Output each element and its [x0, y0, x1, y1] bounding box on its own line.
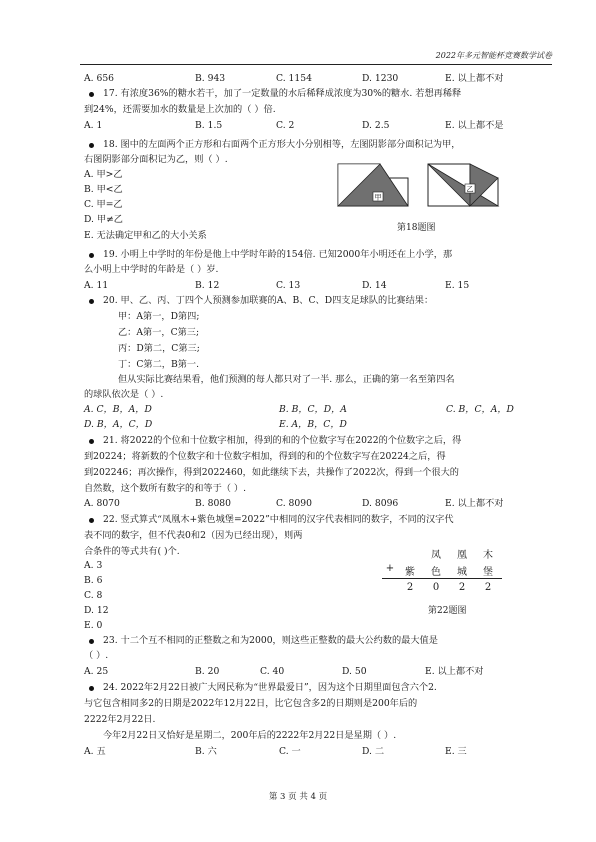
q21-option-a: A. 8070: [84, 498, 120, 509]
q17-option-d: D. 2.5: [362, 120, 390, 131]
q21-option-b: B. 8080: [195, 498, 231, 509]
q20-prediction-bing: 丙：D第二，C第三;: [118, 343, 200, 354]
puzzle-bao: 堡: [483, 567, 493, 578]
q21-text-1: 21. 将2022的个位和十位数字相加，得到的和的个位数字写在2022的个位数字之后，得: [103, 435, 462, 446]
q21-text-4: 自然数，这个数所有数字的和等于（ ）.: [84, 483, 247, 494]
q18-text-1: 18. 图中的左面两个正方形和右面两个正方形大小分别相等，左图阴影部分面积记为甲，: [103, 139, 461, 150]
q20-text-1: 20. 甲、乙、丙、丁四个人预测参加联赛的A、B、C、D四支足球队的比赛结果：: [103, 295, 434, 306]
q24-option-a: A. 五: [84, 746, 106, 757]
q19-option-e: E. 15: [445, 280, 470, 291]
q18-bullet: [89, 143, 94, 148]
q23-text-1: 23. 十二个互不相同的正整数之和为2000，则这些正整数的最大公约数的最大值是: [103, 635, 438, 646]
puzzle-se: 色: [431, 567, 441, 578]
q21-option-c: C. 8090: [276, 498, 312, 509]
q16-option-b: B. 943: [195, 73, 226, 84]
q23-option-e: E. 以上都不对: [425, 666, 484, 677]
puzzle-cheng: 城: [457, 567, 467, 578]
q17-option-a: A. 1: [84, 120, 103, 131]
q19-option-b: B. 12: [195, 280, 220, 291]
q16-option-c: C. 1154: [276, 73, 312, 84]
q24-text-3: 2222年2月22日.: [84, 714, 156, 725]
q24-option-b: B. 六: [195, 746, 217, 757]
q22-option-e: E. 0: [84, 620, 103, 631]
q24-text-4: 今年2月22日又恰好是星期二，200年后的2222年2月22日是星期（ ）.: [103, 730, 397, 741]
q18-figure: [336, 160, 522, 216]
q19-option-c: C. 13: [276, 280, 301, 291]
q19-text-2: 么小明上中学时的年龄是（ ）岁.: [84, 264, 219, 275]
q18-text-2: 右图阴影部分面积记为乙，则（ ）.: [84, 154, 228, 165]
q23-option-a: A. 25: [84, 666, 109, 677]
puzzle-zi: 紫: [405, 567, 415, 578]
q24-option-d: D. 二: [362, 746, 385, 757]
q19-option-a: A. 11: [84, 280, 109, 291]
q20-prediction-jia: 甲：A第一，D第四;: [118, 311, 200, 322]
q17-text-2: 到24%，还需要加水的数量是上次加的（ ）倍.: [84, 104, 276, 115]
q17-bullet: [89, 92, 94, 97]
q22-option-c: C. 8: [84, 590, 103, 601]
q24-option-e: E. 三: [445, 746, 467, 757]
puzzle-digit-2: 0: [432, 582, 440, 593]
q20-prediction-ding: 丁：C第二，B第一.: [118, 359, 200, 370]
q18-label-yi: 乙: [466, 185, 474, 194]
q16-option-a: A. 656: [84, 73, 115, 84]
q22-text-1: 22. 竖式算式“凤凰木+紫色城堡=2022”中相同的汉字代表相同的数字，不同的汉字代: [103, 514, 454, 525]
q20-option-b: B. B，C，D，A: [279, 404, 347, 415]
q21-text-2: 到20224；将新数的个位数字和十位数字相加，得到的和的个位数字写在20224之后，得: [84, 451, 446, 462]
q22-option-d: D. 12: [84, 605, 109, 616]
q24-bullet: [89, 686, 94, 691]
puzzle-digit-4: 2: [484, 582, 492, 593]
q20-text-3: 的球队依次是（ ）.: [84, 389, 164, 400]
q18-option-e: E. 无法确定甲和乙的大小关系: [84, 230, 207, 241]
q20-prediction-yi: 乙：A第一，C第三;: [118, 327, 200, 338]
q22-figure-caption: 第22题图: [428, 606, 467, 616]
q18-figure-caption: 第18题图: [397, 223, 436, 233]
page-header: 2022年多元智能杯竞赛数学试卷: [80, 50, 552, 65]
q19-text-1: 19. 小明上中学时的年份是他上中学时年龄的154倍. 已知2000年小明还在上小学，那: [103, 249, 453, 260]
q24-option-c: C. 一: [279, 746, 301, 757]
puzzle-huang: 凰: [457, 550, 467, 561]
q23-option-b: B. 20: [195, 666, 220, 677]
q22-text-2: 表不同的数字，但不代表0和2（因为已经出现），则两: [84, 530, 303, 541]
q23-option-d: D. 50: [342, 666, 367, 677]
puzzle-digit-3: 2: [458, 582, 466, 593]
q20-option-a: A. C，B，A，D: [84, 404, 152, 415]
q16-option-d: D. 1230: [362, 73, 399, 84]
page-footer: 第 3 页 共 4 页: [268, 792, 328, 802]
q21-option-e: E. 以上都不对: [445, 498, 504, 509]
q17-option-b: B. 1.5: [195, 120, 223, 131]
q23-option-c: C. 40: [260, 666, 285, 677]
q19-bullet: [89, 253, 94, 258]
q21-text-3: 到202246；再次操作，得到2022460，如此继续下去，共操作了2022次，得到一个很大的: [84, 467, 459, 478]
q16-option-e: E. 以上都不对: [445, 73, 504, 84]
puzzle-plus-sign: +: [385, 563, 395, 574]
puzzle-mu: 木: [483, 550, 493, 561]
q20-option-e: E. A，B，C，D: [279, 419, 347, 430]
q20-text-2: 但从实际比赛结果看，他们预测的每人都只对了一半. 那么，正确的第一名至第四名: [118, 374, 455, 385]
q18-option-a: A. 甲>乙: [84, 169, 123, 180]
q23-text-2: （ ）.: [84, 650, 109, 661]
puzzle-feng: 凤: [431, 550, 441, 561]
q21-option-d: D. 8096: [362, 498, 399, 509]
q18-option-d: D. 甲≠乙: [84, 214, 123, 225]
q22-bullet: [89, 518, 94, 523]
q20-option-c: C. B，C，A，D: [446, 404, 514, 415]
q24-text-2: 与它包含相同多2的日期是2022年12月22日，比它包含多2的日期则是200年后的: [84, 698, 418, 709]
q22-vertical-addition: [385, 546, 502, 598]
q18-label-jia: 甲: [374, 193, 382, 202]
q20-option-d: D. B，A，C，D: [84, 419, 153, 430]
q20-bullet: [89, 299, 94, 304]
q24-text-1: 24. 2022年2月22日被广大网民称为“世界最爱日”，因为这个日期里面包含六个2.: [103, 682, 437, 693]
q17-option-e: E. 以上都不是: [445, 120, 504, 131]
q18-option-c: C. 甲=乙: [84, 199, 123, 210]
puzzle-sum-line: [382, 578, 502, 579]
q17-text-1: 17. 有浓度36%的糖水若干，加了一定数量的水后稀释成浓度为30%的糖水. 若想再稀释: [103, 88, 462, 99]
q23-bullet: [89, 639, 94, 644]
q21-bullet: [89, 439, 94, 444]
q19-option-d: D. 14: [362, 280, 387, 291]
puzzle-digit-1: 2: [406, 582, 414, 593]
q18-option-b: B. 甲<乙: [84, 184, 123, 195]
q22-text-3: 合条件的等式共有( )个.: [84, 546, 180, 557]
q17-option-c: C. 2: [276, 120, 295, 131]
q22-option-a: A. 3: [84, 560, 103, 571]
q22-option-b: B. 6: [84, 575, 103, 586]
